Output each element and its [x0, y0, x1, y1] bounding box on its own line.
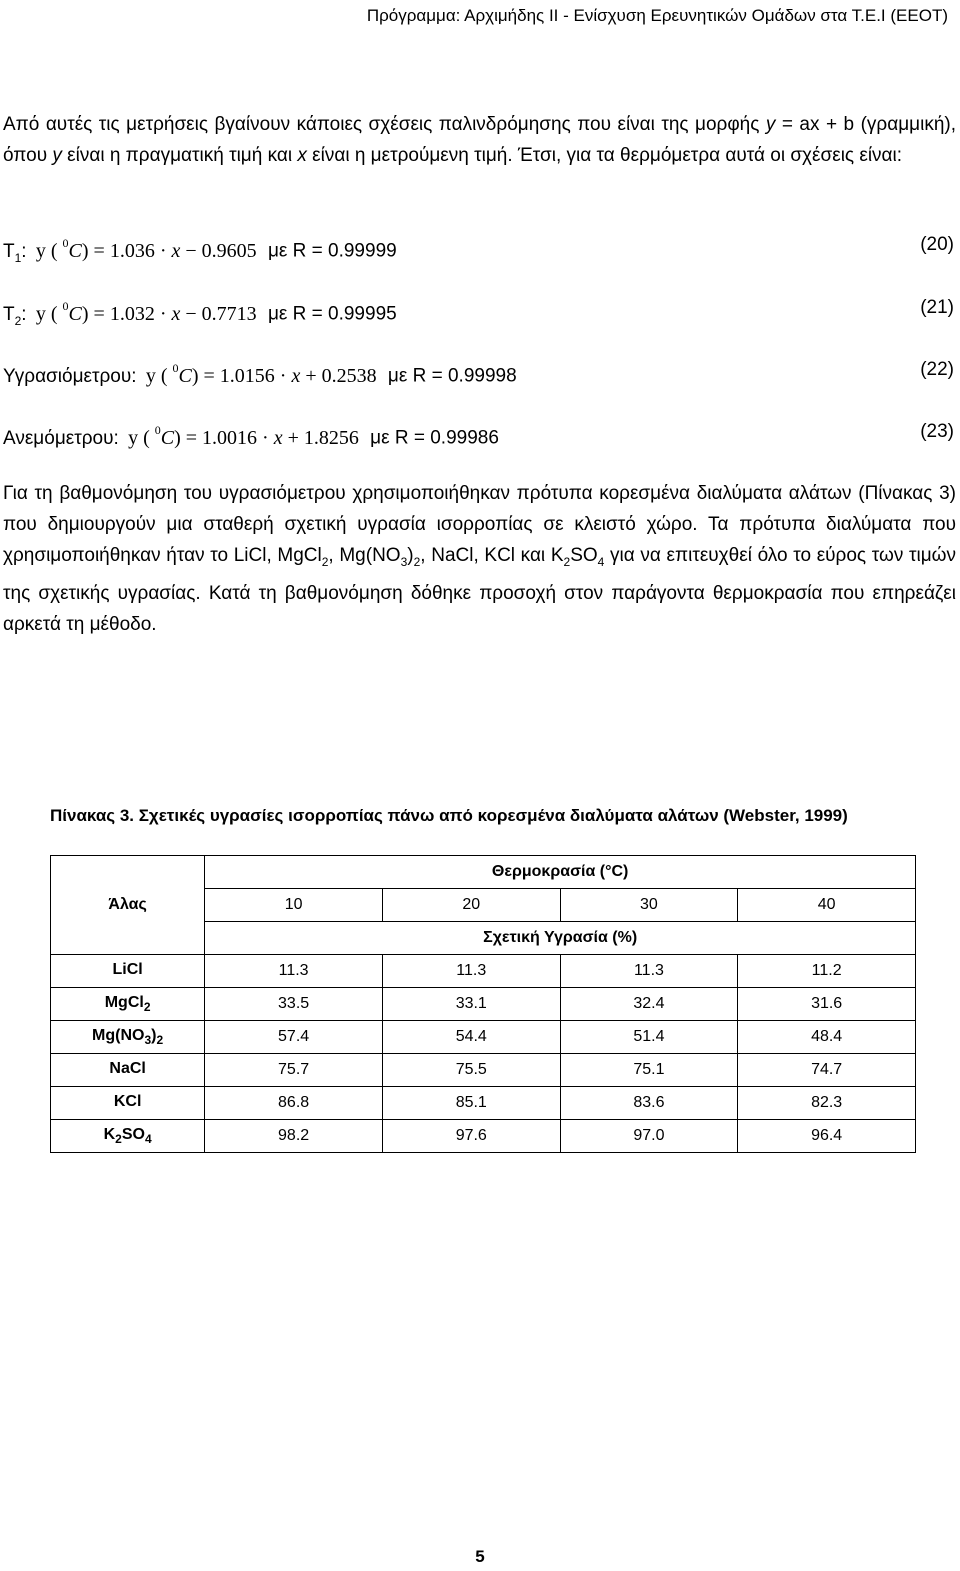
- equation-label: Υγρασιόμετρου:: [3, 365, 137, 387]
- correlation-text: με R = 0.99986: [370, 427, 499, 449]
- table-header-row: [51, 856, 916, 889]
- rh-value: 75.1: [560, 1054, 738, 1087]
- equation-formula: y ( $^0$C) = 1.0016 · x + 1.8256: [128, 423, 359, 449]
- salt-name: MgCl$_2$: [51, 988, 205, 1021]
- intro-text-1: Από αυτές τις μετρήσεις βγαίνουν κάποιες σχέσεις παλινδρόμησης που είναι της μορφής: [3, 114, 766, 135]
- equation-20: [3, 229, 956, 265]
- table-row: [51, 1054, 916, 1087]
- rh-value: 98.2: [205, 1120, 383, 1153]
- table-caption: Πίνακας 3. Σχετικές υγρασίες ισορροπίας πάνω από κορεσμένα διαλύματα αλάτων (Webster, 1999): [50, 806, 848, 825]
- equation-formula: y ( $^0$C) = 1.036 · x − 0.9605: [35, 236, 257, 262]
- temp-20: 20: [382, 889, 560, 922]
- salt-name: LiCl: [51, 955, 205, 988]
- temp-30: 30: [560, 889, 738, 922]
- salt-column-header: Άλας: [51, 856, 205, 955]
- correlation-text: με R = 0.99999: [267, 240, 397, 262]
- rh-value: 11.3: [205, 955, 383, 988]
- table-row: [51, 1021, 916, 1054]
- rh-value: 33.1: [382, 988, 560, 1021]
- intro-text-2: (γραμμική), όπου: [3, 114, 956, 166]
- equation-formula: y ( $^0$C) = 1.0156 · x + 0.2538: [145, 361, 377, 387]
- equation-23: [3, 416, 956, 448]
- rh-value: 11.3: [382, 955, 560, 988]
- intro-paragraph: [3, 109, 956, 171]
- table-row: [51, 988, 916, 1021]
- table-row: [51, 1087, 916, 1120]
- table-row: [51, 1120, 916, 1153]
- temperature-header: Θερμοκρασία (°C): [205, 856, 916, 889]
- rh-value: 48.4: [738, 1021, 916, 1054]
- correlation-text: με R = 0.99995: [267, 303, 397, 325]
- salt-name: $Mg(NO_3)_2$: [51, 1021, 205, 1054]
- var-y: y: [765, 114, 776, 135]
- rh-value: 75.7: [205, 1054, 383, 1087]
- rh-value: 83.6: [560, 1087, 738, 1120]
- rh-value: 82.3: [738, 1087, 916, 1120]
- equation-number: (22): [920, 359, 954, 380]
- rh-value: 51.4: [560, 1021, 738, 1054]
- rh-value: 97.6: [382, 1120, 560, 1153]
- rh-value: 74.7: [738, 1054, 916, 1087]
- equation-number: (23): [920, 421, 954, 442]
- page-number: 5: [475, 1547, 485, 1566]
- equation-label: $T_2$:: [3, 303, 27, 328]
- regression-form: = ax + b: [775, 114, 855, 135]
- rh-value: 11.2: [738, 955, 916, 988]
- rh-value: 54.4: [382, 1021, 560, 1054]
- equation-label: $T_1$:: [3, 240, 27, 265]
- rh-value: 97.0: [560, 1120, 738, 1153]
- correlation-text: με R = 0.99998: [387, 365, 517, 387]
- intro-text-3: είναι η πραγματική τιμή και: [61, 145, 298, 166]
- equation-number: (21): [920, 297, 954, 318]
- rh-value: 85.1: [382, 1087, 560, 1120]
- rh-value: 31.6: [738, 988, 916, 1021]
- temp-10: 10: [205, 889, 383, 922]
- rh-value: 57.4: [205, 1021, 383, 1054]
- rh-value: 75.5: [382, 1054, 560, 1087]
- equation-22: [3, 354, 956, 386]
- calibration-paragraph: Για τη βαθμονόμηση του υγρασιόμετρου χρησιμοποιήθηκαν πρότυπα κορεσμένα διαλύματα αλάτων (Πίνακας 3) που δημιουργούν μια σταθερή σχετική υγρασία ισορροπίας σε κλειστό χώρο. Τα πρότυπα διαλύματα που χρησιμοποιήθηκαν ήταν το LiCl, MgCl$_2$, $Mg(NO_3)_2$, NaCl, KCl και $K_2SO_4$ για να επιτευχθεί όλο το εύρος των τιμών της σχετικής υγρασίας. Κατά τη βαθμονόμηση δόθηκε προσοχή στον παράγοντα θερμοκρασία που επηρεάζει αρκετά τη μέθοδο.: [3, 483, 956, 635]
- intro-text-4: είναι η μετρούμενη τιμή. Έτσι, για τα θερμόμετρα αυτά οι σχέσεις είναι:: [306, 145, 903, 166]
- temp-40: 40: [738, 889, 916, 922]
- relative-humidity-header: Σχετική Υγρασία (%): [205, 922, 916, 955]
- salt-name: KCl: [51, 1087, 205, 1120]
- equation-formula: y ( $^0$C) = 1.032 · x − 0.7713: [35, 299, 257, 325]
- equation-label: Ανεμόμετρου:: [3, 427, 119, 449]
- salt-name: $K_2SO_4$: [51, 1120, 205, 1153]
- equation-21: [3, 292, 956, 328]
- rh-value: 32.4: [560, 988, 738, 1021]
- var-x: x: [297, 145, 307, 166]
- equation-number: (20): [920, 234, 954, 255]
- rh-value: 86.8: [205, 1087, 383, 1120]
- page-header: Πρόγραμμα: Αρχιμήδης ΙΙ - Ενίσχυση Ερευνητικών Ομάδων στα Τ.Ε.Ι (ΕΕΟΤ): [366, 6, 948, 25]
- var-y: y: [52, 145, 62, 166]
- table-row: [51, 955, 916, 988]
- salt-name: NaCl: [51, 1054, 205, 1087]
- rh-value: 33.5: [205, 988, 383, 1021]
- humidity-table: [50, 855, 916, 1153]
- rh-value: 96.4: [738, 1120, 916, 1153]
- rh-value: 11.3: [560, 955, 738, 988]
